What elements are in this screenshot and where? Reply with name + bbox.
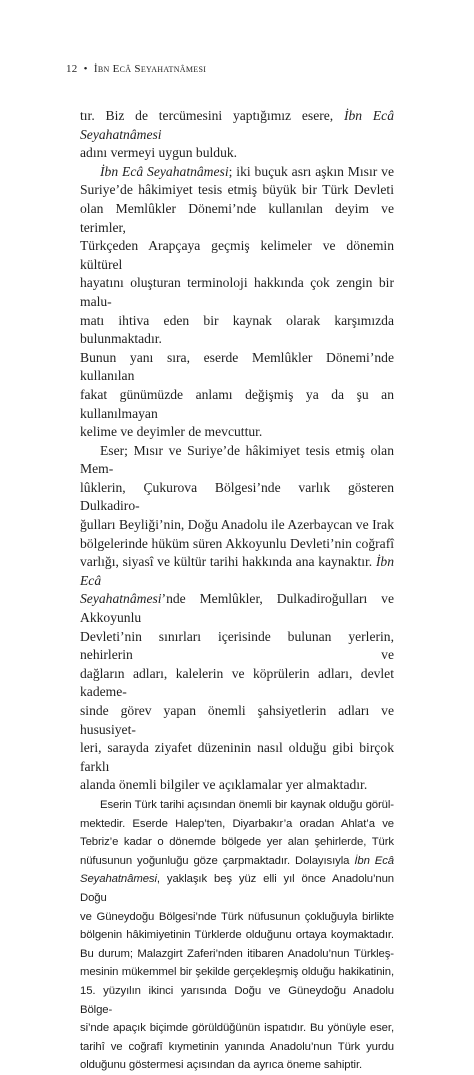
- italic-title: İbn Ecâ Seyahatnâmesi: [80, 108, 394, 142]
- text-line: Seyahatnâmesi, yaklaşık beş yüz elli yıl önce Anadolu’nun Doğu: [80, 873, 394, 904]
- text-line: sinde görev yapan önemli şahsiyetlerin adları ve hususiyet-: [80, 703, 394, 737]
- text-line: Eserin Türk tarihi açısından önemli bir kaynak olduğu görül-: [100, 798, 394, 811]
- text-line: hayatını oluşturan terminoloji hakkında çok zengin bir malu-: [80, 275, 394, 309]
- text-line: Bunun yanı sıra, eserde Memlûkler Dönemi’nde kullanılan: [80, 349, 394, 384]
- text-line: fakat günümüzde anlamı değişmiş ya da şu an kullanılmayan: [80, 386, 394, 421]
- text-line: ve Güneydoğu Bölgesi’nde Türk nüfusunun çokluğuyla birlikte: [80, 910, 394, 923]
- paragraph-3: [80, 442, 394, 795]
- text-line: olduğunu göstermesi açısından da ayrıca öneme sahiptir.: [80, 1059, 363, 1072]
- text-line: adını vermeyi uygun bulduk.: [80, 145, 238, 161]
- text-line: Eser; Mısır ve Suriye’de hâkimiyet tesis etmiş olan Mem-: [80, 442, 394, 477]
- paragraph-1: [80, 107, 394, 163]
- text-line: mesinin mükemmel bir şekilde gerçekleşmiş olduğu hakikatinin,: [80, 966, 394, 979]
- text-line: ğulları Beyliği’nin, Doğu Anadolu ile Azerbaycan ve Irak: [80, 517, 394, 533]
- text-line: Bu durum; Malazgirt Zaferi’nden itibaren Anadolu’nun Türkleş-: [80, 947, 394, 960]
- text-line: bölgenin hâkimiyetinin Türklerde olduğunu ortaya koymaktadır.: [80, 929, 394, 942]
- text-line: varlığı, siyasî ve kültür tarihi hakkında ana kaynaktır. İbn Ecâ: [80, 554, 394, 588]
- running-title: İbn Ecâ Seyahatnâmesi: [93, 63, 207, 75]
- text-line: kelime ve deyimler de mevcuttur.: [80, 424, 263, 440]
- text-line: Seyahatnâmesi’nde Memlûkler, Dulkadiroğulları ve Akkoyunlu: [80, 591, 394, 626]
- text-line: matı ihtiva eden bir kaynak olarak karşımızda bulunmaktadır.: [80, 312, 394, 347]
- text-line: olan Memlûkler Dönemi’nde kullanılan deyim ve terimler,: [80, 200, 394, 235]
- text-line: nüfusunun yoğunluğu göze çarpmaktadır. Dolayısıyla İbn Ecâ: [80, 854, 394, 867]
- text-line: leri, sarayda ziyafet düzeninin nasıl olduğu gibi birçok farklı: [80, 740, 394, 774]
- italic-title: İbn Ecâ Seyahatnâmesi: [100, 163, 229, 179]
- paragraph-2: [80, 163, 394, 442]
- text-line: tır. Biz de tercümesini yaptığımız esere, İbn Ecâ Seyahatnâmesi: [80, 108, 394, 142]
- italic-title: İbn Ecâ: [354, 854, 394, 867]
- italic-title: Seyahatnâmesi: [80, 873, 157, 886]
- running-header: [66, 63, 206, 75]
- text-line: Suriye’de hâkimiyet tesis etmiş büyük bir Türk Devleti: [80, 182, 394, 198]
- text-line: Tebriz’e kadar o dönemde bölgede yer alan şehirlerde, Türk: [80, 836, 394, 849]
- italic-title: İbn Ecâ: [80, 554, 394, 588]
- text-line: Türkçeden Arapçaya geçmiş kelimeler ve dönemin kültürel: [80, 238, 394, 272]
- text-line: si’nde apaçık biçimde görüldüğünün ispatıdır. Bu yönüyle eser,: [80, 1022, 394, 1035]
- text-line: dağların adları, kalelerin ve köprülerin adları, devlet kademe-: [80, 665, 394, 700]
- text-line: Devleti’nin sınırları içerisinde bulunan yerlerin, nehirlerin ve: [80, 628, 394, 663]
- text-line: mektedir. Eserde Halep’ten, Diyarbakır’a oradan Ahlat’a ve: [80, 817, 394, 830]
- paragraph-4: [80, 796, 394, 1075]
- text-line: lûklerin, Çukurova Bölgesi’nde varlık gösteren Dulkadiro-: [80, 479, 394, 514]
- header-separator: •: [83, 63, 88, 75]
- text-line: alanda önemli bilgiler ve açıklamalar yer almaktadır.: [80, 777, 368, 793]
- body-text: [80, 107, 394, 1075]
- text-line: 15. yüzyılın ikinci yarısında Doğu ve Güneydoğu Anadolu Bölge-: [80, 984, 394, 1016]
- page-number: 12: [66, 63, 78, 75]
- text-line: bölgelerinde hüküm süren Akkoyunlu Devleti’nin coğrafî: [80, 535, 394, 551]
- text-line: tarihî ve coğrafî kıymetinin yanında Anadolu’nun Türk yurdu: [80, 1040, 394, 1053]
- text-line: İbn Ecâ Seyahatnâmesi; iki buçuk asrı aşkın Mısır ve: [100, 163, 394, 179]
- italic-title: Seyahatnâmesi: [80, 591, 162, 607]
